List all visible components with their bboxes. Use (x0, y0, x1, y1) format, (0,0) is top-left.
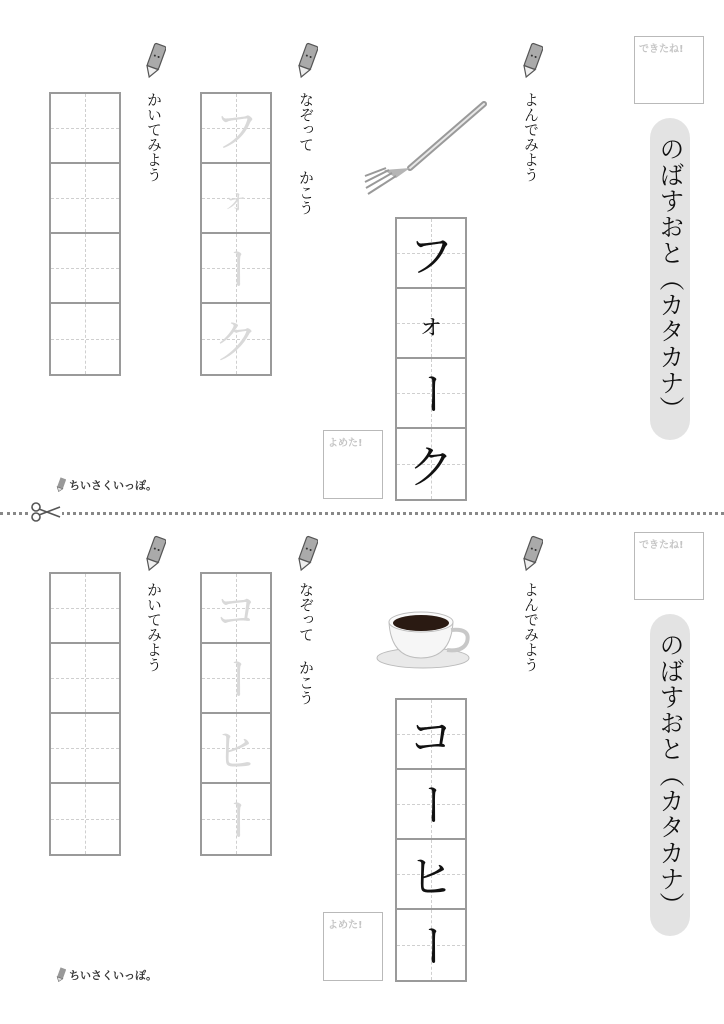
trace-word-grid[interactable] (200, 92, 272, 376)
worksheet-title (650, 614, 690, 936)
read-done-label: よめた! (328, 438, 363, 449)
grid-cell (397, 770, 465, 840)
trace-char: ー (209, 655, 263, 701)
grid-cell (397, 359, 465, 429)
write-label: かいてみよう (145, 92, 163, 182)
trace-char: ー (209, 796, 263, 842)
read-char: ォ (416, 308, 445, 341)
pencil-icon (296, 42, 318, 80)
trace-char: ォ (221, 183, 250, 216)
read-char: フ (408, 229, 454, 283)
read-char: ー (404, 781, 458, 827)
pencil-icon (296, 535, 318, 573)
grid-cell[interactable] (51, 644, 119, 714)
read-char: ー (404, 922, 458, 968)
grid-cell (397, 219, 465, 289)
brand-logo (56, 967, 157, 983)
brand-logo-text: ちいさくいっぽ。 (69, 969, 157, 982)
read-char: ー (404, 370, 458, 416)
done-label: できたね! (639, 44, 684, 55)
grid-cell (397, 910, 465, 980)
read-checkbox[interactable] (323, 430, 383, 499)
grid-cell[interactable] (51, 164, 119, 234)
done-label: できたね! (639, 540, 684, 551)
grid-cell[interactable] (202, 714, 270, 784)
worksheet-title (650, 118, 690, 440)
done-checkbox[interactable] (634, 36, 704, 104)
write-word-grid[interactable] (49, 92, 121, 376)
pencil-icon (521, 535, 543, 573)
pencil-icon (56, 477, 66, 493)
title-text: のばすおと（カタカナ） (656, 136, 685, 422)
read-char: コ (408, 710, 454, 764)
grid-cell[interactable] (202, 644, 270, 714)
read-label: よんでみよう (522, 92, 540, 182)
pencil-icon (521, 42, 543, 80)
trace-char: ー (209, 245, 263, 291)
grid-cell[interactable] (202, 164, 270, 234)
read-char: ヒ (408, 850, 454, 904)
grid-cell[interactable] (51, 304, 119, 374)
grid-cell[interactable] (51, 714, 119, 784)
trace-label: なぞって かこう (297, 582, 315, 705)
trace-label: なぞって かこう (297, 92, 315, 215)
pencil-icon (144, 535, 166, 573)
grid-cell[interactable] (202, 574, 270, 644)
title-text: のばすおと（カタカナ） (656, 632, 685, 918)
grid-cell[interactable] (51, 574, 119, 644)
read-char: ク (408, 440, 454, 494)
pencil-icon (144, 42, 166, 80)
read-word-grid (395, 217, 467, 501)
worksheet-coffee (0, 502, 724, 1002)
grid-cell (397, 289, 465, 359)
grid-cell[interactable] (202, 94, 270, 164)
read-word-grid (395, 698, 467, 982)
grid-cell (397, 700, 465, 770)
grid-cell[interactable] (51, 234, 119, 304)
write-label: かいてみよう (145, 582, 163, 672)
brand-logo (56, 477, 157, 493)
read-done-label: よめた! (328, 920, 363, 931)
coffee-cup-picture (375, 600, 473, 672)
read-label: よんでみよう (522, 582, 540, 672)
brand-logo-text: ちいさくいっぽ。 (69, 479, 157, 492)
pencil-icon (56, 967, 66, 983)
done-checkbox[interactable] (634, 532, 704, 600)
grid-cell (397, 840, 465, 910)
trace-char: フ (213, 104, 259, 158)
worksheet-fork (0, 0, 724, 500)
trace-char: ク (213, 315, 259, 369)
grid-cell (397, 429, 465, 499)
trace-char: コ (213, 584, 259, 638)
trace-word-grid[interactable] (200, 572, 272, 856)
grid-cell[interactable] (51, 94, 119, 164)
grid-cell[interactable] (202, 784, 270, 854)
grid-cell[interactable] (202, 304, 270, 374)
write-word-grid[interactable] (49, 572, 121, 856)
fork-picture (362, 98, 490, 200)
read-checkbox[interactable] (323, 912, 383, 981)
trace-char: ヒ (213, 724, 259, 778)
grid-cell[interactable] (51, 784, 119, 854)
grid-cell[interactable] (202, 234, 270, 304)
